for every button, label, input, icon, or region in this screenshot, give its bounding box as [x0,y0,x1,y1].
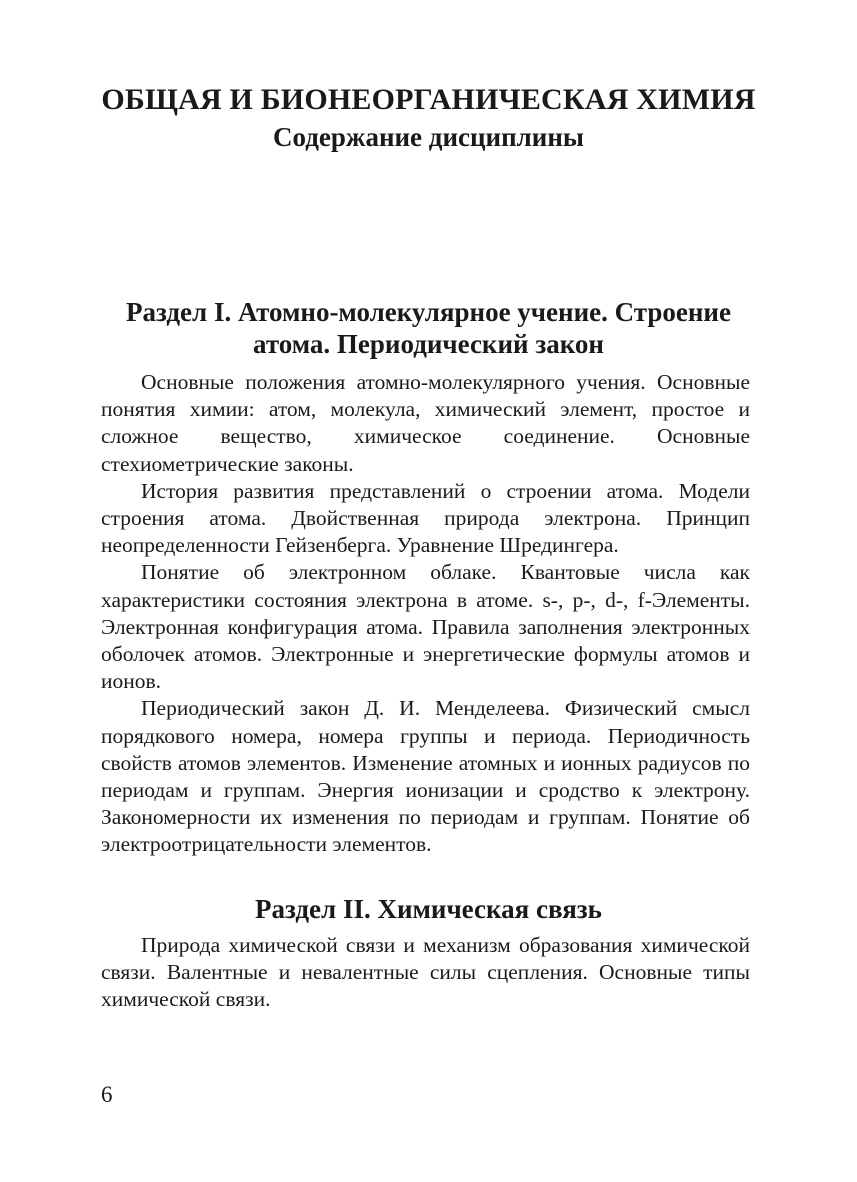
section-1-paragraph: История развития представлений о строении атома. Модели строения атома. Двойственная природа электрона. Принцип неопределенности Гейзенберга. Уравнение Шредингера. [101,478,750,558]
section-2-body [101,932,750,1014]
section-1-paragraph: Периодический закон Д. И. Менделеева. Физический смысл порядкового номера, номера группы и периода. Периодичность свойств атомов элементов. Изменение атомных и ионных радиусов по периодам и группам. Энергия ионизации и сродство к электрону. Закономерности их изменения по периодам и группам. Понятие об электроотрицательности элементов. [101,696,750,857]
section-2-heading: Раздел II. Химическая связь [255,894,602,924]
section-1-heading: Раздел I. Атомно-молекулярное учение. Строение атома. Периодический закон [126,297,731,359]
page-number: 6 [101,1082,113,1107]
section-1-body [101,369,750,859]
section-2-paragraph: Природа химической связи и механизм образования химической связи. Валентные и невалентные силы сцепления. Основные типы химической связи. [101,933,750,1012]
section-1-paragraph: Понятие об электронном облаке. Квантовые числа как характеристики состояния электрона в атоме. s-, p-, d-, f-Элементы. Электронная конфигурация атома. Правила заполнения электронных оболочек атомов. Электронные и энергетические формулы атомов и ионов. [101,560,750,694]
page-title: ОБЩАЯ И БИОНЕОРГАНИЧЕСКАЯ ХИМИЯ [101,83,756,116]
section-1-paragraph: Основные положения атомно-молекулярного учения. Основные понятия химии: атом, молекула, химический элемент, простое и сложное вещество, химическое соединение. Основные стехиометрические законы. [101,370,750,476]
page-subtitle: Содержание дисциплины [272,122,584,152]
